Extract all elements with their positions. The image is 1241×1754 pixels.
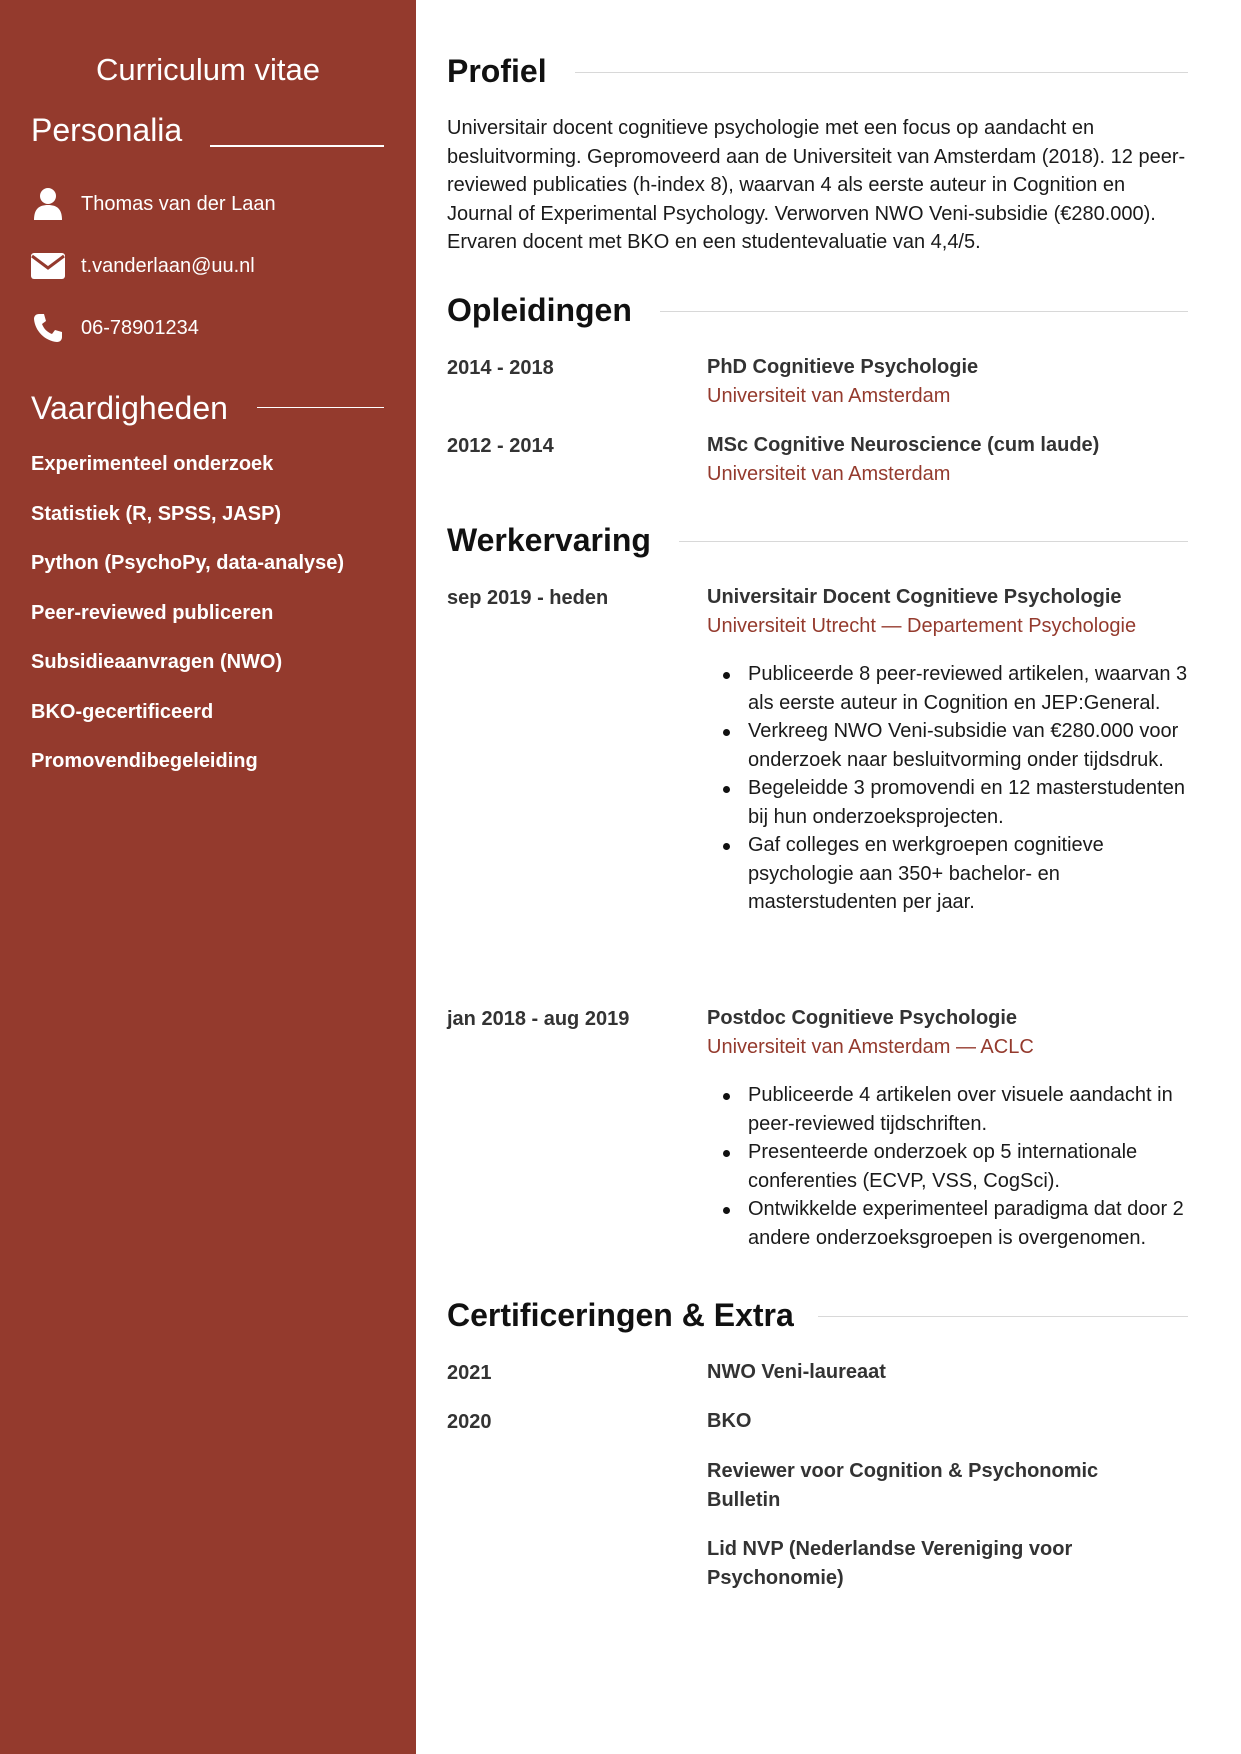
education-title: PhD Cognitieve Psychologie (707, 356, 979, 378)
skill-item: Statistiek (R, SPSS, JASP) (31, 503, 282, 525)
contact-name: Thomas van der Laan (81, 192, 276, 215)
skill-item: BKO-gecertificeerd (31, 701, 214, 723)
profile-divider (575, 72, 1188, 73)
skill-item: Promovendibegeleiding (31, 750, 258, 772)
personalia-heading: Personalia (31, 112, 183, 148)
skill-item: Subsidieaanvragen (NWO) (31, 651, 283, 673)
work-bullets (707, 660, 1197, 917)
certifications-divider (818, 1316, 1188, 1317)
contact-phone[interactable]: 06-78901234 (81, 316, 199, 339)
profile-text: Universitair docent cognitieve psychologie met een focus op aandacht en besluitvorming. Gepromoveerd aan de Universiteit van Amsterdam (2018). 12 peer-reviewed publicaties (h-index 8), waarvan 4 als eerste auteur in Cognition en Journal of Experimental Psychology. Verworven NWO Veni-subsidie (€280.000). Ervaren docent met BKO en een studentevaluatie van 4,4/5. (447, 117, 1186, 253)
education-title: MSc Cognitive Neuroscience (cum laude) (707, 434, 1100, 456)
work-bullet: Verkreeg NWO Veni-subsidie van €280.000 voor onderzoek naar besluitvorming onder tijdsdruk. (707, 717, 1197, 774)
education-entry (707, 431, 1197, 488)
main-content (416, 0, 1241, 1754)
work-heading: Werkervaring (447, 522, 651, 558)
work-bullet: Presenteerde onderzoek op 5 internationale conferenties (ECVP, VSS, CogSci). (707, 1138, 1197, 1195)
contact-phone-row (31, 308, 199, 348)
work-bullet: Gaf colleges en werkgroepen cognitieve psychologie aan 350+ bachelor- en masterstudenten per jaar. (707, 831, 1197, 917)
education-org: Universiteit van Amsterdam (707, 384, 951, 407)
user-icon (31, 187, 65, 221)
work-bullet: Ontwikkelde experimenteel paradigma dat door 2 andere onderzoeksgroepen is overgenomen. (707, 1195, 1197, 1252)
certifications-heading: Certificeringen & Extra (447, 1297, 794, 1333)
contact-name-row (31, 184, 276, 224)
phone-icon (31, 311, 65, 345)
cert-title: NWO Veni-laureaat (707, 1361, 886, 1383)
contact-email[interactable]: t.vanderlaan@uu.nl (81, 254, 255, 277)
work-dates: sep 2019 - heden (447, 587, 609, 609)
work-entry (707, 1004, 1197, 1252)
education-heading: Opleidingen (447, 292, 632, 328)
cv-title: Curriculum vitae (96, 52, 320, 87)
work-bullet: Begeleidde 3 promovendi en 12 masterstudenten bij hun onderzoeksprojecten. (707, 774, 1197, 831)
work-org: Universiteit van Amsterdam — ACLC (707, 1035, 1034, 1058)
personalia-divider (210, 145, 384, 147)
education-dates: 2012 - 2014 (447, 435, 554, 457)
education-entry (707, 353, 1197, 410)
cert-date: 2020 (447, 1411, 492, 1433)
work-bullet: Publiceerde 4 artikelen over visuele aandacht in peer-reviewed tijdschriften. (707, 1081, 1197, 1138)
work-bullets (707, 1081, 1197, 1252)
work-title: Universitair Docent Cognitieve Psychologie (707, 586, 1122, 608)
education-dates: 2014 - 2018 (447, 357, 554, 379)
skill-item: Experimenteel onderzoek (31, 453, 274, 475)
work-title: Postdoc Cognitieve Psychologie (707, 1007, 1018, 1029)
envelope-icon (31, 249, 65, 283)
cert-date: 2021 (447, 1362, 492, 1384)
skills-heading: Vaardigheden (31, 390, 228, 426)
education-org: Universiteit van Amsterdam (707, 462, 951, 485)
skill-item: Peer-reviewed publiceren (31, 602, 274, 624)
skills-divider (257, 407, 384, 408)
profile-heading: Profiel (447, 53, 547, 89)
contact-email-row (31, 246, 255, 286)
education-divider (660, 311, 1188, 312)
work-bullet: Publiceerde 8 peer-reviewed artikelen, waarvan 3 als eerste auteur in Cognition en JEP:General. (707, 660, 1197, 717)
work-entry (707, 583, 1197, 917)
work-org: Universiteit Utrecht — Departement Psychologie (707, 614, 1137, 637)
cert-title: BKO (707, 1410, 752, 1432)
work-divider (679, 541, 1188, 542)
cert-title: Reviewer voor Cognition & Psychonomic Bulletin (707, 1460, 1099, 1511)
skill-item: Python (PsychoPy, data-analyse) (31, 552, 345, 574)
work-dates: jan 2018 - aug 2019 (447, 1008, 630, 1030)
sidebar (0, 0, 416, 1754)
cert-title: Lid NVP (Nederlandse Vereniging voor Psychonomie) (707, 1538, 1073, 1589)
